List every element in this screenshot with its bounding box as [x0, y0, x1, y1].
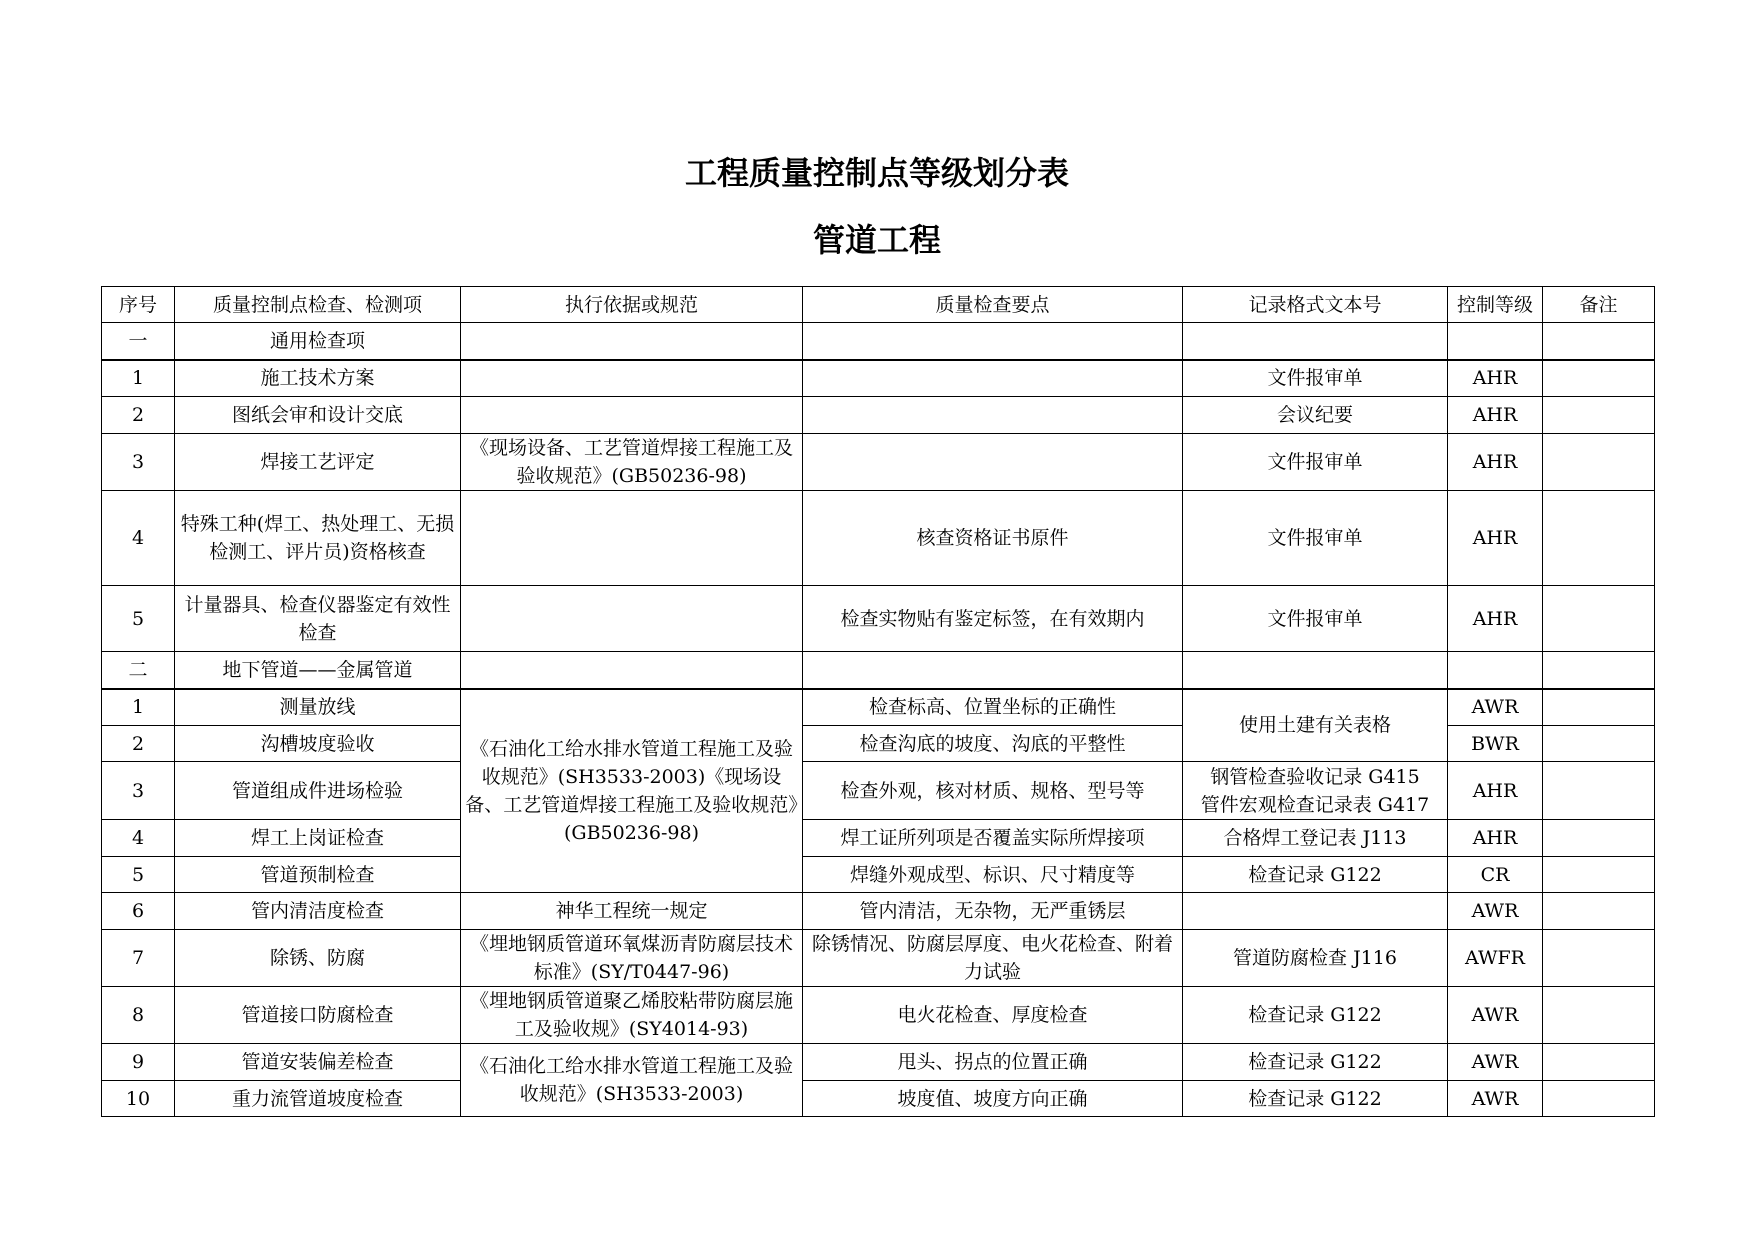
item-cell: 焊工上岗证检查	[175, 820, 461, 857]
table-row	[102, 434, 1655, 491]
point-cell: 核查资格证书原件	[803, 491, 1183, 586]
remark-cell	[1543, 1044, 1655, 1081]
table-row	[102, 586, 1655, 652]
level-cell: AWR	[1448, 1044, 1543, 1081]
item-cell: 管道接口防腐检查	[175, 987, 461, 1044]
point-cell: 检查外观，核对材质、规格、型号等	[803, 762, 1183, 820]
point-cell: 检查沟底的坡度、沟底的平整性	[803, 726, 1183, 762]
remark-cell	[1543, 987, 1655, 1044]
point-cell: 检查标高、位置坐标的正确性	[803, 689, 1183, 726]
section-no: 二	[102, 652, 175, 689]
record-cell: 检查记录 G122	[1183, 1081, 1448, 1117]
row-no: 9	[102, 1044, 175, 1081]
table-row	[102, 1044, 1655, 1081]
remark-cell	[1543, 397, 1655, 434]
quality-control-table	[101, 286, 1655, 1117]
row-no: 10	[102, 1081, 175, 1117]
basis-cell: 神华工程统一规定	[461, 893, 803, 930]
record-cell: 检查记录 G122	[1183, 1044, 1448, 1081]
header-cell-item: 质量控制点检查、检测项	[175, 287, 461, 323]
section-no: 一	[102, 323, 175, 360]
record-cell: 文件报审单	[1183, 491, 1448, 586]
table-row	[102, 820, 1655, 857]
item-cell: 施工技术方案	[175, 360, 461, 397]
level-cell: AHR	[1448, 820, 1543, 857]
point-cell	[803, 360, 1183, 397]
row-no: 6	[102, 893, 175, 930]
row-no: 3	[102, 434, 175, 491]
level-cell: AHR	[1448, 397, 1543, 434]
table-row	[102, 1081, 1655, 1117]
point-cell	[803, 434, 1183, 491]
document-subtitle: 管道工程	[812, 221, 941, 259]
row-no: 4	[102, 820, 175, 857]
table-row	[102, 930, 1655, 987]
point-cell	[803, 652, 1183, 689]
basis-cell	[461, 397, 803, 434]
point-cell: 甩头、拐点的位置正确	[803, 1044, 1183, 1081]
basis-cell	[461, 586, 803, 652]
item-cell: 管内清洁度检查	[175, 893, 461, 930]
basis-cell: 《埋地钢质管道聚乙烯胶粘带防腐层施工及验收规》(SY4014-93)	[461, 987, 803, 1044]
level-cell: AWFR	[1448, 930, 1543, 987]
row-no: 1	[102, 689, 175, 726]
table-row	[102, 360, 1655, 397]
record-cell: 检查记录 G122	[1183, 987, 1448, 1044]
basis-cell: 《石油化工给水排水管道工程施工及验收规范》(SH3533-2003)《现场设备、工艺管道焊接工程施工及验收规范》(GB50236-98)	[461, 689, 803, 893]
level-cell: AHR	[1448, 491, 1543, 586]
row-no: 7	[102, 930, 175, 987]
basis-cell	[461, 360, 803, 397]
basis-cell: 《现场设备、工艺管道焊接工程施工及验收规范》(GB50236-98)	[461, 434, 803, 491]
point-cell	[803, 397, 1183, 434]
table-row	[102, 857, 1655, 893]
record-cell: 管道防腐检查 J116	[1183, 930, 1448, 987]
header-cell-record: 记录格式文本号	[1183, 287, 1448, 323]
header-cell-point: 质量检查要点	[803, 287, 1183, 323]
item-cell: 特殊工种(焊工、热处理工、无损检测工、评片员)资格核查	[175, 491, 461, 586]
point-cell: 焊缝外观成型、标识、尺寸精度等	[803, 857, 1183, 893]
level-cell	[1448, 323, 1543, 360]
table-row	[102, 397, 1655, 434]
level-cell	[1448, 652, 1543, 689]
header-cell-no: 序号	[102, 287, 175, 323]
level-cell: AWR	[1448, 893, 1543, 930]
row-no: 2	[102, 397, 175, 434]
level-cell: AHR	[1448, 586, 1543, 652]
table-row	[102, 987, 1655, 1044]
point-cell: 检查实物贴有鉴定标签，在有效期内	[803, 586, 1183, 652]
basis-cell	[461, 323, 803, 360]
point-cell: 管内清洁，无杂物，无严重锈层	[803, 893, 1183, 930]
item-cell: 管道安装偏差检查	[175, 1044, 461, 1081]
level-cell: CR	[1448, 857, 1543, 893]
item-cell: 图纸会审和设计交底	[175, 397, 461, 434]
remark-cell	[1543, 323, 1655, 360]
row-no: 8	[102, 987, 175, 1044]
item-cell: 测量放线	[175, 689, 461, 726]
level-cell: BWR	[1448, 726, 1543, 762]
remark-cell	[1543, 1081, 1655, 1117]
item-cell: 焊接工艺评定	[175, 434, 461, 491]
row-no: 3	[102, 762, 175, 820]
table-row	[102, 689, 1655, 726]
remark-cell	[1543, 726, 1655, 762]
record-cell	[1183, 652, 1448, 689]
section-title: 通用检查项	[175, 323, 461, 360]
item-cell: 沟槽坡度验收	[175, 726, 461, 762]
row-no: 4	[102, 491, 175, 586]
document-title: 工程质量控制点等级划分表	[684, 154, 1069, 192]
record-cell	[1183, 762, 1448, 820]
remark-cell	[1543, 652, 1655, 689]
row-no: 2	[102, 726, 175, 762]
level-cell: AWR	[1448, 1081, 1543, 1117]
record-line: 钢管检查验收记录 G415	[1210, 765, 1420, 788]
basis-cell	[461, 652, 803, 689]
basis-cell: 《埋地钢质管道环氧煤沥青防腐层技术标准》(SY/T0447-96)	[461, 930, 803, 987]
level-cell: AWR	[1448, 689, 1543, 726]
record-cell	[1183, 893, 1448, 930]
remark-cell	[1543, 689, 1655, 726]
remark-cell	[1543, 857, 1655, 893]
table-row	[102, 491, 1655, 586]
remark-cell	[1543, 434, 1655, 491]
point-cell: 坡度值、坡度方向正确	[803, 1081, 1183, 1117]
record-cell: 文件报审单	[1183, 434, 1448, 491]
item-cell: 除锈、防腐	[175, 930, 461, 987]
header-row	[102, 287, 1655, 323]
record-cell: 文件报审单	[1183, 586, 1448, 652]
level-cell: AHR	[1448, 762, 1543, 820]
table-row	[102, 762, 1655, 820]
point-cell: 焊工证所列项是否覆盖实际所焊接项	[803, 820, 1183, 857]
point-cell: 除锈情况、防腐层厚度、电火花检查、附着力试验	[803, 930, 1183, 987]
remark-cell	[1543, 930, 1655, 987]
point-cell: 电火花检查、厚度检查	[803, 987, 1183, 1044]
header-cell-basis: 执行依据或规范	[461, 287, 803, 323]
item-cell: 管道预制检查	[175, 857, 461, 893]
record-cell: 文件报审单	[1183, 360, 1448, 397]
record-cell: 合格焊工登记表 J113	[1183, 820, 1448, 857]
header-cell-remark: 备注	[1543, 287, 1655, 323]
remark-cell	[1543, 762, 1655, 820]
header-cell-level: 控制等级	[1448, 287, 1543, 323]
point-cell	[803, 323, 1183, 360]
item-cell: 管道组成件进场检验	[175, 762, 461, 820]
section-row	[102, 652, 1655, 689]
remark-cell	[1543, 586, 1655, 652]
basis-cell: 《石油化工给水排水管道工程施工及验收规范》(SH3533-2003)	[461, 1044, 803, 1117]
row-no: 5	[102, 857, 175, 893]
record-cell: 检查记录 G122	[1183, 857, 1448, 893]
remark-cell	[1543, 491, 1655, 586]
remark-cell	[1543, 360, 1655, 397]
item-cell: 计量器具、检查仪器鉴定有效性检查	[175, 586, 461, 652]
row-no: 5	[102, 586, 175, 652]
section-title: 地下管道——金属管道	[175, 652, 461, 689]
level-cell: AHR	[1448, 360, 1543, 397]
item-cell: 重力流管道坡度检查	[175, 1081, 461, 1117]
section-row	[102, 323, 1655, 360]
table-row	[102, 893, 1655, 930]
basis-cell	[461, 491, 803, 586]
row-no: 1	[102, 360, 175, 397]
remark-cell	[1543, 820, 1655, 857]
remark-cell	[1543, 893, 1655, 930]
record-cell: 使用土建有关表格	[1183, 689, 1448, 762]
record-cell: 会议纪要	[1183, 397, 1448, 434]
record-line: 管件宏观检查记录表 G417	[1200, 793, 1430, 816]
level-cell: AWR	[1448, 987, 1543, 1044]
record-cell	[1183, 323, 1448, 360]
level-cell: AHR	[1448, 434, 1543, 491]
